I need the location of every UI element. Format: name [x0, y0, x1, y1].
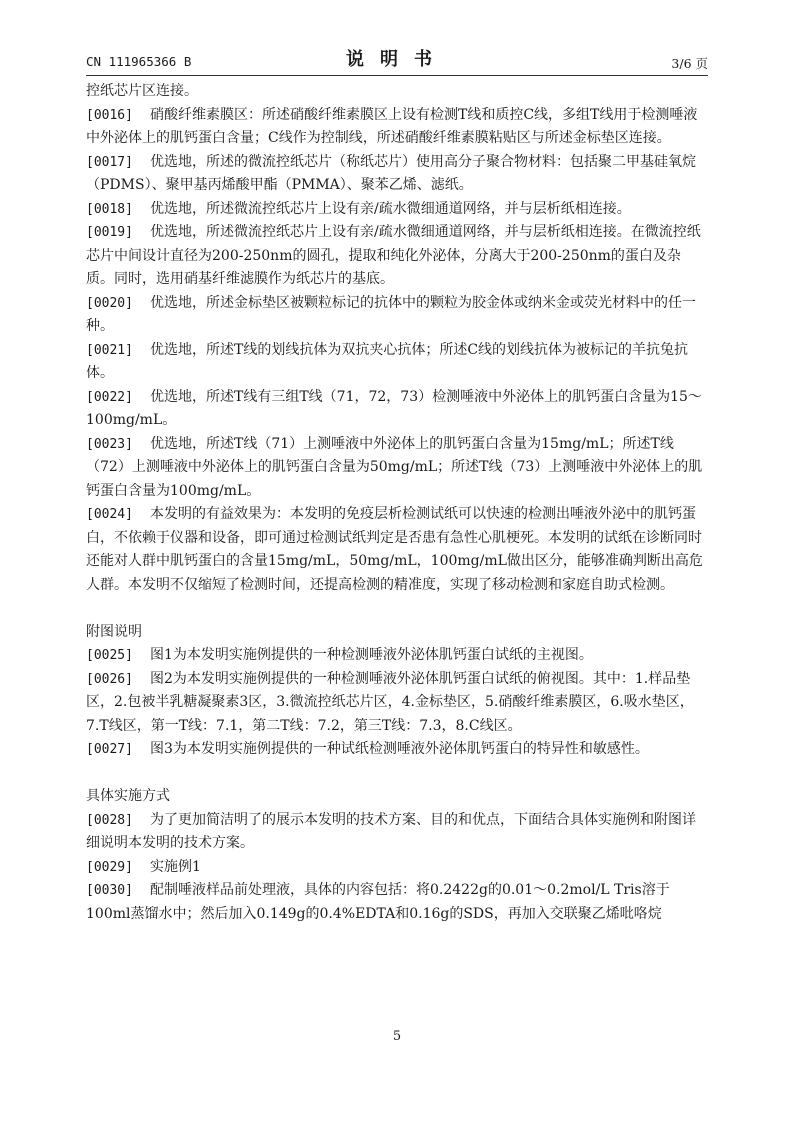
- paragraph-tag: [0025]: [86, 648, 133, 663]
- paragraph: [86, 879, 708, 926]
- paragraph-text: 优选地，所述微流控纸芯片上设有亲/疏水微细通道网络，并与层析纸相连接。: [150, 200, 631, 217]
- document-body: [86, 80, 708, 926]
- page-header: [86, 44, 708, 72]
- paragraph: [86, 198, 708, 222]
- paragraph-text: 优选地，所述T线的划线抗体为双抗夹心抗体；所述C线的划线抗体为被标记的羊抗兔抗体。: [86, 341, 689, 381]
- paragraph-text: 优选地，所述T线有三组T线（71，72，73）检测唾液中外泌体上的肌钙蛋白含量为15～100mg/mL。: [86, 388, 702, 428]
- paragraph-text: 优选地，所述微流控纸芯片上设有亲/疏水微细通道网络，并与层析纸相连接。在微流控纸芯片中间设计直径为200-250nm的圆孔，提取和纯化外泌体，分离大于200-250nm的蛋白及杂质。同时，选用硝基纤维滤膜作为纸芯片的基底。: [86, 224, 701, 287]
- paragraph: [86, 738, 708, 762]
- paragraph-tag: [0024]: [86, 507, 133, 522]
- paragraph: [86, 503, 708, 597]
- paragraph-text: 图1为本发明实施例提供的一种检测唾液外泌体肌钙蛋白试纸的主视图。: [150, 647, 593, 663]
- paragraph-text: 图2为本发明实施例提供的一种检测唾液外泌体肌钙蛋白试纸的俯视图。其中：1.样品垫区，2.包被半乳糖凝聚素3区，3.微流控纸芯片区，4.金标垫区，5.硝酸纤维素膜区，6.吸水垫区，7.T线区，第一T线：7.1，第二T线：7.2，第三T线：7.3，8.C线区。: [86, 670, 694, 734]
- paragraph: [86, 856, 708, 880]
- paragraph-tag: [0021]: [86, 342, 133, 358]
- paragraph-text: 硝酸纤维素膜区：所述硝酸纤维素膜区上设有检测T线和质控C线，多组T线用于检测唾液中外泌体上的肌钙蛋白含量；C线作为控制线，所述硝酸纤维素膜粘贴区与所述金标垫区连接。: [86, 106, 698, 146]
- paragraph-tag: [0028]: [86, 812, 133, 828]
- paragraph-tag: [0023]: [86, 436, 133, 452]
- paragraph: [86, 433, 708, 504]
- header-divider: [86, 75, 708, 76]
- paragraph: [86, 292, 708, 339]
- paragraph-tag: [0019]: [86, 225, 133, 240]
- paragraph-tag: [0017]: [86, 154, 133, 170]
- paragraph-text: 图3为本发明实施例提供的一种试纸检测唾液外泌体肌钙蛋白的特异性和敏感性。: [150, 741, 649, 757]
- paragraph-text: 优选地，所述T线（71）上测唾液中外泌体上的肌钙蛋白含量为15mg/mL；所述T线（72）上测唾液中外泌体上的肌钙蛋白含量为50mg/mL；所述T线（73）上测唾液中外泌体上的肌钙蛋白含量为100mg/mL。: [86, 435, 703, 499]
- section-heading-figures: 附图说明: [86, 623, 142, 640]
- paragraph-text: 实施例1: [150, 858, 201, 875]
- page-number: 5: [392, 1029, 402, 1044]
- paragraph: [86, 668, 708, 739]
- paragraph: [86, 151, 708, 198]
- paragraph-tag: [0030]: [86, 883, 133, 898]
- section-heading-embodiment: 具体实施方式: [86, 788, 170, 804]
- paragraph-tag: [0018]: [86, 201, 133, 217]
- paragraph: [86, 339, 708, 386]
- paragraph-tag: [0016]: [86, 107, 133, 123]
- patent-number: CN 111965366 B: [86, 54, 192, 69]
- paragraph-text: 优选地，所述金标垫区被颗粒标记的抗体中的颗粒为胶金体或纳米金或荧光材料中的任一种。: [86, 294, 696, 334]
- paragraph-text: 配制唾液样品前处理液，具体的内容包括：将0.2422g的0.01～0.2mol/L Tris溶于100ml蒸馏水中；然后加入0.149g的0.4%EDTA和0.16g的SDS，再加入交联聚乙烯吡咯烷: [86, 882, 670, 922]
- paragraph: [86, 809, 708, 856]
- paragraph-tag: [0026]: [86, 671, 133, 687]
- page-indicator: 3/6 页: [671, 56, 708, 71]
- paragraph: [86, 221, 708, 292]
- paragraph: [86, 644, 708, 668]
- paragraph-text: 控纸芯片区连接。: [86, 83, 198, 99]
- paragraph-text: 优选地，所述的微流控纸芯片（称纸芯片）使用高分子聚合物材料：包括聚二甲基硅氧烷（PDMS）、聚甲基丙烯酸甲酯（PMMA）、聚苯乙烯、滤纸。: [86, 153, 696, 193]
- paragraph-tag: [0020]: [86, 295, 133, 311]
- paragraph: [86, 386, 708, 433]
- paragraph: [86, 104, 708, 151]
- paragraph: [86, 80, 708, 104]
- paragraph-tag: [0029]: [86, 859, 133, 875]
- paragraph-tag: [0022]: [86, 389, 133, 405]
- paragraph-text: 本发明的有益效果为：本发明的免疫层析检测试纸可以快速的检测出唾液外泌中的肌钙蛋白，不依赖于仪器和设备，即可通过检测试纸判定是否患有急性心肌梗死。本发明的试纸在诊断同时还能对人群中肌钙蛋白的含量15mg/mL，50mg/mL，100mg/mL做出区分，能够准确判断出高危人群。本发明不仅缩短了检测时间，还提高检测的精准度，实现了移动检测和家庭自助式检测。: [86, 506, 703, 593]
- paragraph-tag: [0027]: [86, 742, 133, 757]
- paragraph-text: 为了更加简洁明了的展示本发明的技术方案、目的和优点，下面结合具体实施例和附图详细说明本发明的技术方案。: [86, 811, 696, 851]
- document-title: 说明书: [346, 49, 448, 70]
